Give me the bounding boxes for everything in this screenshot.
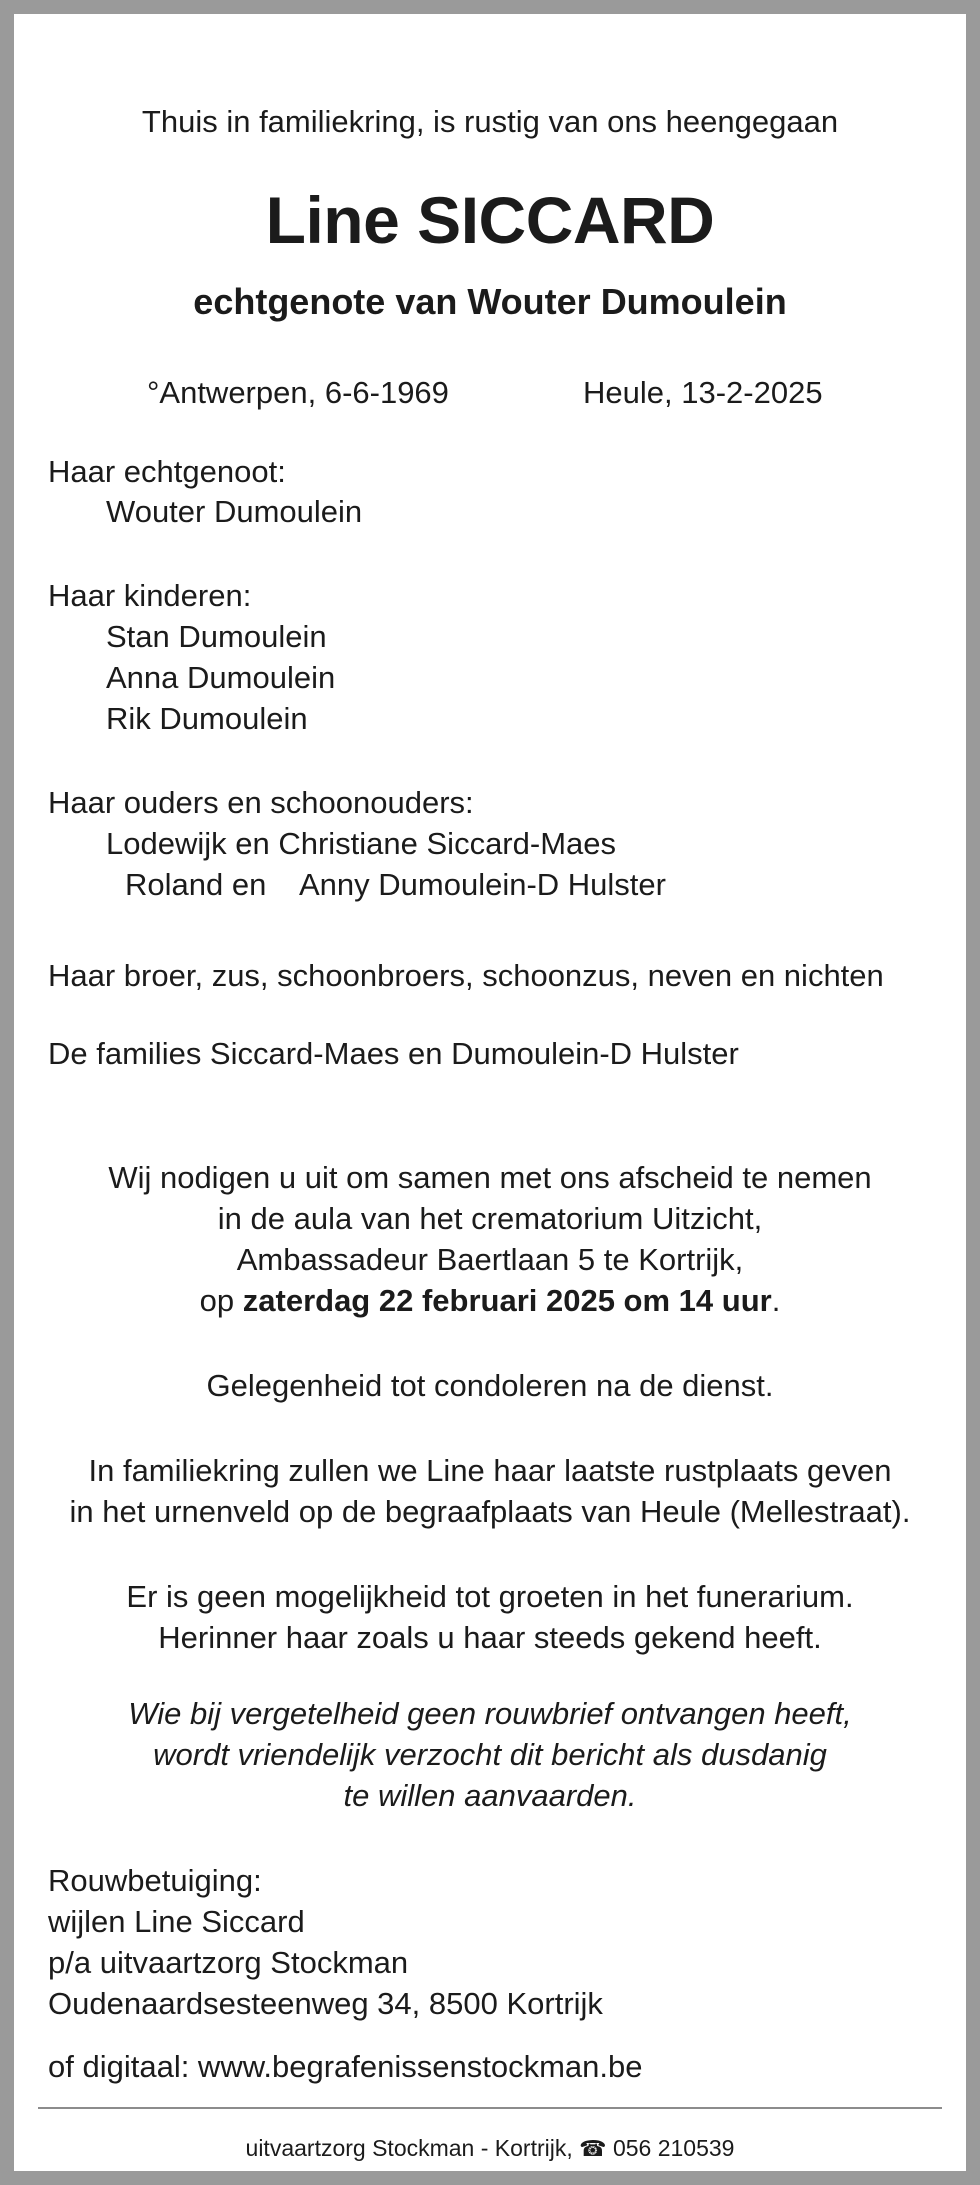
in-laws-first: Roland en bbox=[125, 867, 267, 902]
resting-place-line: in het urnenveld op de begraafplaats van Heule (Mellestraat). bbox=[69, 1494, 911, 1529]
child-name: Anna Dumoulein bbox=[106, 660, 336, 695]
child-name: Rik Dumoulein bbox=[106, 701, 308, 736]
footer-divider bbox=[38, 2107, 942, 2109]
address-line: p/a uitvaartzorg Stockman bbox=[48, 1945, 409, 1980]
children-label: Haar kinderen: bbox=[48, 578, 252, 613]
spouse-line: echtgenote van Wouter Dumoulein bbox=[193, 281, 787, 322]
footer bbox=[14, 2133, 966, 2164]
husband-name: Wouter Dumoulein bbox=[106, 494, 363, 529]
parents-line: Lodewijk en Christiane Siccard-Maes bbox=[106, 826, 617, 861]
invitation-line: Ambassadeur Baertlaan 5 te Kortrijk, bbox=[236, 1242, 744, 1277]
condolence-line: Gelegenheid tot condoleren na de dienst. bbox=[206, 1368, 774, 1403]
families-line: De families Siccard-Maes en Dumoulein-D Hulster bbox=[48, 1036, 739, 1071]
siblings-line: Haar broer, zus, schoonbroers, schoonzus, neven en nichten bbox=[48, 958, 884, 993]
in-laws-second: Anny Dumoulein-D Hulster bbox=[299, 867, 666, 902]
notice-line: wordt vriendelijk verzocht dit bericht als dusdanig bbox=[153, 1737, 827, 1772]
funerarium-line: Herinner haar zoals u haar steeds gekend heeft. bbox=[158, 1620, 822, 1655]
husband-label: Haar echtgenoot: bbox=[48, 454, 286, 489]
parents-label: Haar ouders en schoonouders: bbox=[48, 785, 474, 820]
address-line: wijlen Line Siccard bbox=[48, 1904, 305, 1939]
notice-line: Wie bij vergetelheid geen rouwbrief ontvangen heeft, bbox=[128, 1696, 852, 1731]
intro-line: Thuis in familiekring, is rustig van ons heengegaan bbox=[141, 104, 839, 139]
address-line: Oudenaardsesteenweg 34, 8500 Kortrijk bbox=[48, 1986, 603, 2021]
footer-phone: 056 210539 bbox=[612, 2135, 735, 2161]
invitation-line: in de aula van het crematorium Uitzicht, bbox=[217, 1201, 763, 1236]
footer-text: uitvaartzorg Stockman - Kortrijk, bbox=[245, 2135, 573, 2161]
death-notice bbox=[14, 14, 966, 2171]
death-info: Heule, 13-2-2025 bbox=[583, 375, 823, 410]
ceremony-date: zaterdag 22 februari 2025 om 14 uur bbox=[242, 1283, 772, 1318]
ceremony-date-line bbox=[14, 1280, 966, 1321]
ceremony-date-prefix: op bbox=[199, 1283, 243, 1318]
deceased-name: Line SICCARD bbox=[265, 183, 715, 257]
birth-info: °Antwerpen, 6-6-1969 bbox=[147, 375, 449, 410]
resting-place-line: In familiekring zullen we Line haar laatste rustplaats geven bbox=[88, 1453, 892, 1488]
invitation-line: Wij nodigen u uit om samen met ons afscheid te nemen bbox=[108, 1160, 872, 1195]
telephone-icon: ☎ bbox=[579, 2136, 607, 2161]
address-label: Rouwbetuiging: bbox=[48, 1863, 262, 1898]
digital-condolence-line: of digitaal: www.begrafenissenstockman.be bbox=[48, 2049, 643, 2084]
notice-line: te willen aanvaarden. bbox=[343, 1778, 637, 1813]
funerarium-line: Er is geen mogelijkheid tot groeten in het funerarium. bbox=[126, 1579, 854, 1614]
ceremony-date-suffix: . bbox=[771, 1283, 781, 1318]
child-name: Stan Dumoulein bbox=[106, 619, 327, 654]
